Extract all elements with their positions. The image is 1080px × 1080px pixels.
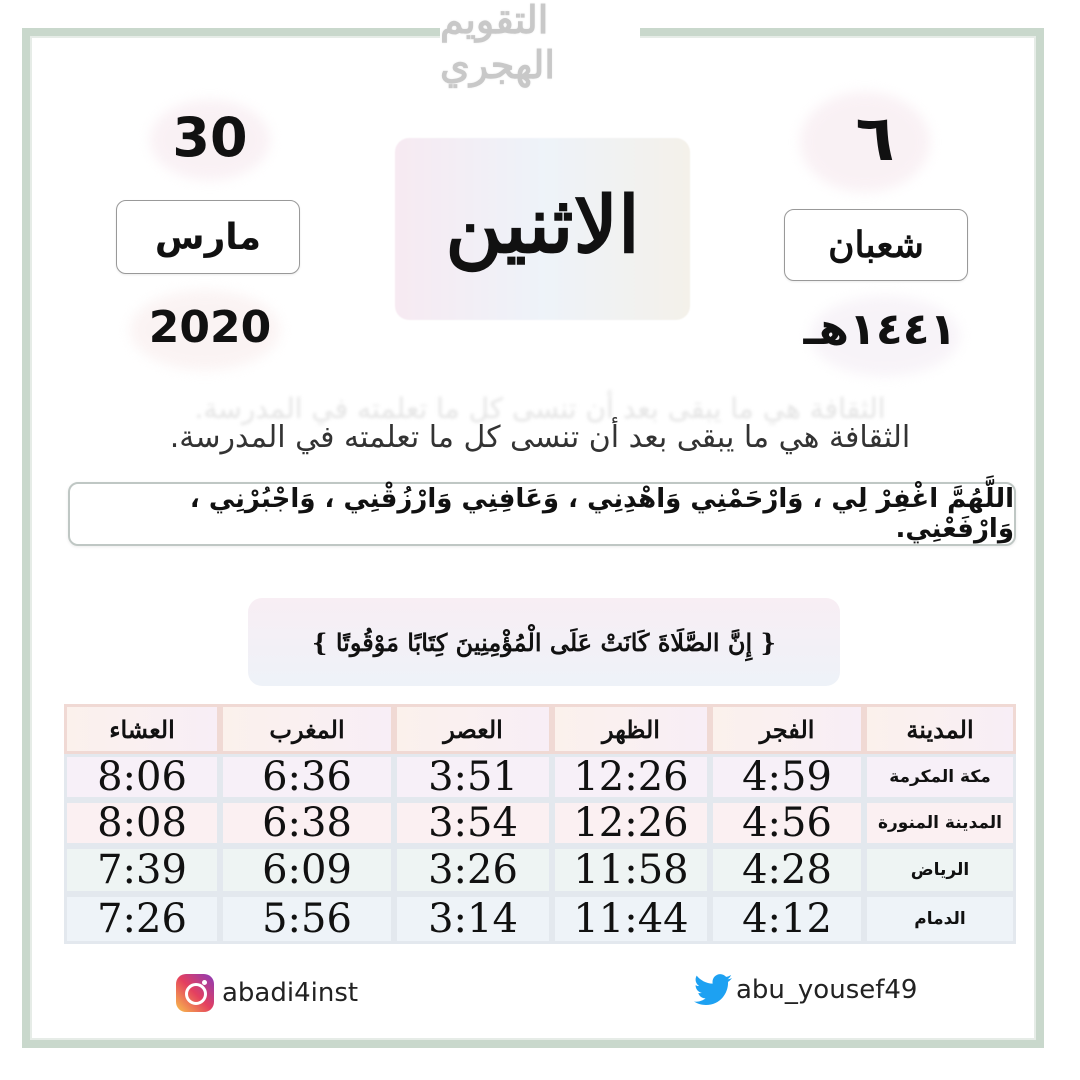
- prayer-time: 6:38: [220, 800, 394, 846]
- prayer-time: 4:12: [710, 894, 864, 944]
- table-header-cell: المدينة: [864, 704, 1016, 754]
- twitter-handle[interactable]: [694, 974, 917, 1006]
- quote-shadow: الثقافة هي ما يبقى بعد أن تنسى كل ما تعلمته في المدرسة.: [194, 392, 886, 425]
- verse-text: { إِنَّ الصَّلَاةَ كَانَتْ عَلَى الْمُؤْمِنِينَ كِتَابًا مَوْقُوتًا }: [312, 627, 776, 657]
- prayer-time: 11:58: [552, 846, 710, 894]
- dua-text: اللَّهُمَّ اغْفِرْ لِي ، وَارْحَمْنِي وَاهْدِنِي ، وَعَافِنِي وَارْزُقْنِي ، وَاجْبُرْنِي ، وَارْفَعْنِي.: [189, 484, 1014, 544]
- city-name: مكة المكرمة: [864, 754, 1016, 800]
- gregorian-day: 30: [172, 106, 248, 169]
- gregorian-year: 2020: [148, 302, 272, 353]
- city-name: المدينة المنورة: [864, 800, 1016, 846]
- instagram-handle[interactable]: [176, 974, 358, 1012]
- prayer-time: 8:06: [64, 754, 220, 800]
- prayer-time: 7:26: [64, 894, 220, 944]
- weekday-name: الاثنين: [445, 179, 640, 271]
- prayer-time: 6:36: [220, 754, 394, 800]
- table-header-cell: الظهر: [552, 704, 710, 754]
- hijri-day: ٦: [855, 102, 895, 176]
- city-name: الدمام: [864, 894, 1016, 944]
- quote-text: الثقافة هي ما يبقى بعد أن تنسى كل ما تعلمته في المدرسة.: [169, 420, 911, 455]
- table-header-cell: العشاء: [64, 704, 220, 754]
- table-header-cell: المغرب: [220, 704, 394, 754]
- prayer-time: 4:59: [710, 754, 864, 800]
- prayer-time: 12:26: [552, 800, 710, 846]
- table-header-cell: الفجر: [710, 704, 864, 754]
- table-header-cell: العصر: [394, 704, 552, 754]
- twitter-username: abu_yousef49: [736, 975, 918, 1005]
- prayer-time: 11:44: [552, 894, 710, 944]
- instagram-icon: [176, 974, 214, 1012]
- brand-title: التقويم الهجري: [440, 0, 555, 87]
- prayer-time: 3:54: [394, 800, 552, 846]
- prayer-time: 4:56: [710, 800, 864, 846]
- prayer-time: 12:26: [552, 754, 710, 800]
- prayer-time: 4:28: [710, 846, 864, 894]
- prayer-time: 3:14: [394, 894, 552, 944]
- instagram-username: abadi4inst: [222, 978, 359, 1008]
- gregorian-month: مارس: [116, 200, 300, 274]
- prayer-time: 3:51: [394, 754, 552, 800]
- prayer-times-table: [64, 704, 1016, 948]
- hijri-year: ١٤٤١هـ: [803, 304, 957, 355]
- hijri-month: شعبان: [784, 209, 968, 281]
- prayer-time: 8:08: [64, 800, 220, 846]
- twitter-bird-icon: [694, 974, 732, 1006]
- prayer-time: 7:39: [64, 846, 220, 894]
- prayer-time: 3:26: [394, 846, 552, 894]
- verse-box: [248, 598, 840, 686]
- prayer-time: 6:09: [220, 846, 394, 894]
- city-name: الرياض: [864, 846, 1016, 894]
- prayer-time: 5:56: [220, 894, 394, 944]
- dua-box: [68, 482, 1016, 546]
